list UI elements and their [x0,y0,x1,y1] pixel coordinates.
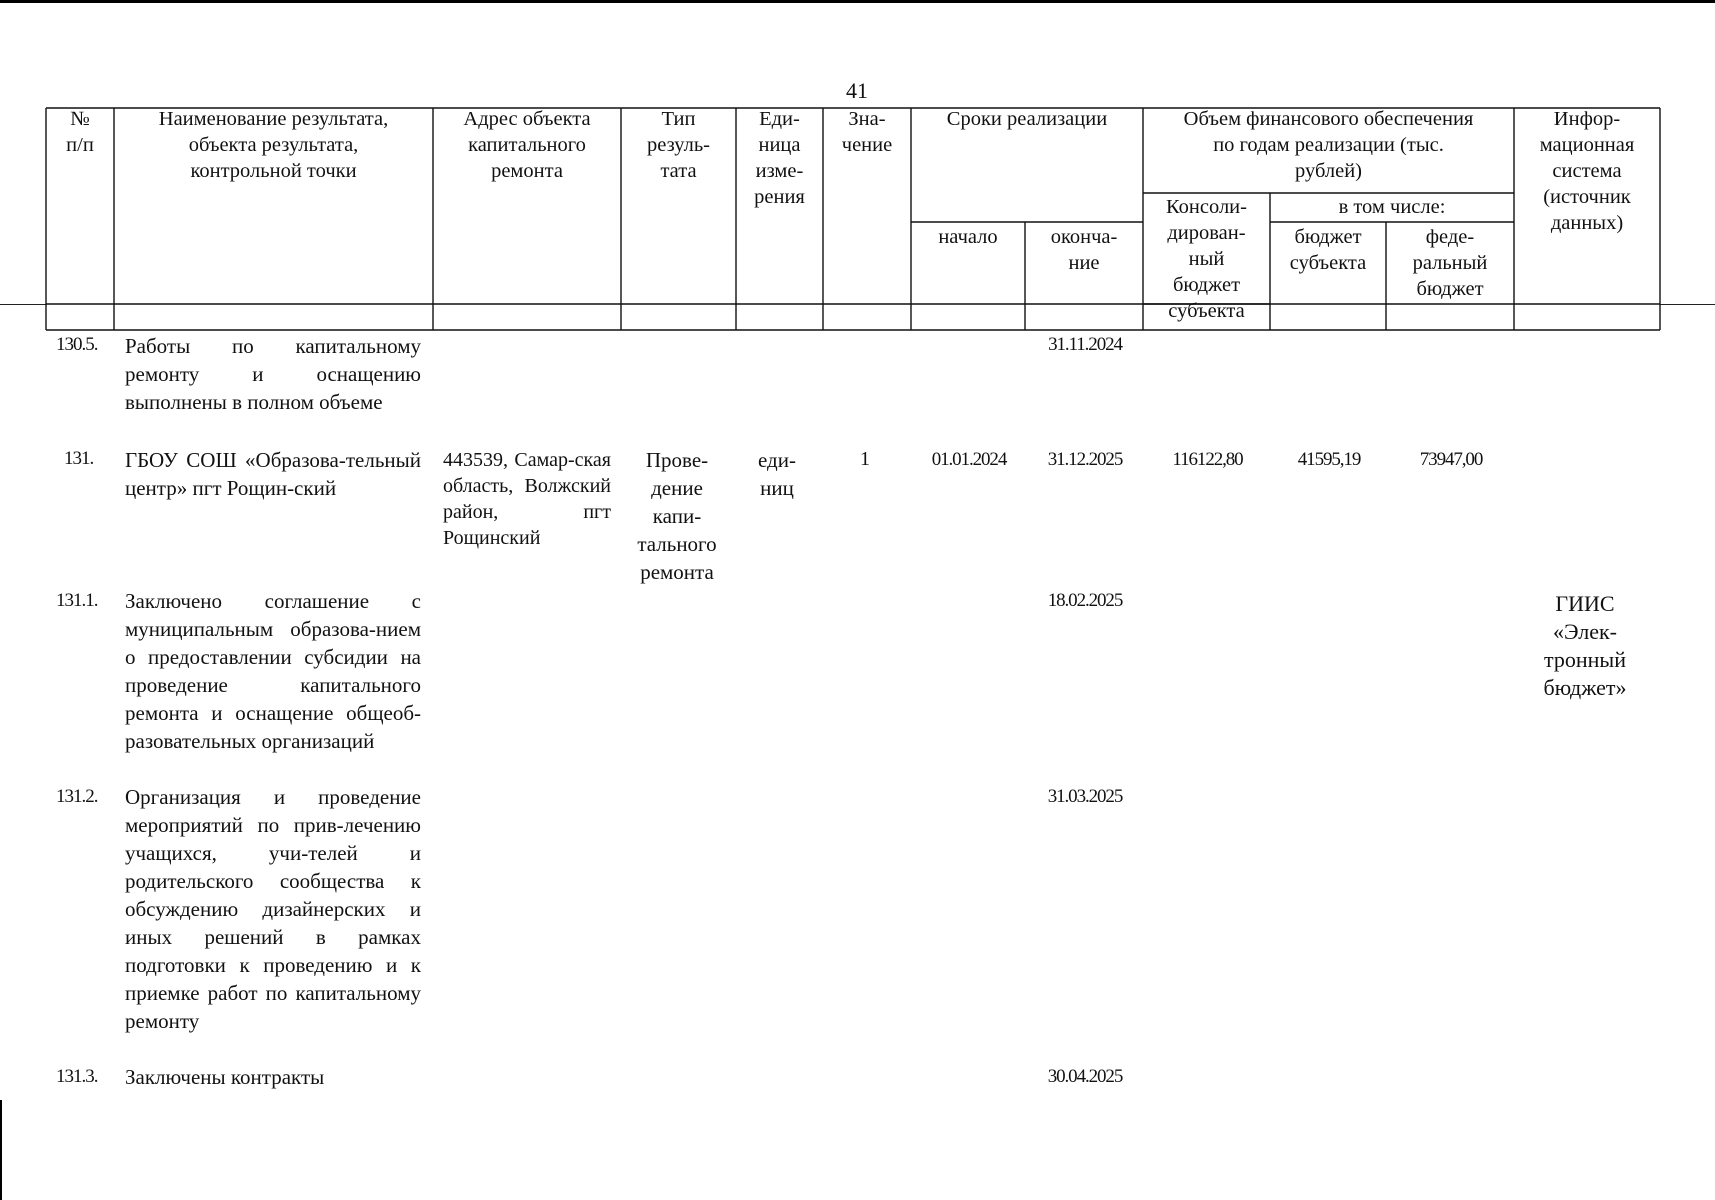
scan-top-edge [0,0,1715,3]
header-type: Тип резуль- тата [646,108,711,182]
scan-left-edge [0,1100,2,1200]
row-name: ГБОУ СОШ «Образова-тельный центр» пгт Рощин-ский [125,448,421,500]
header-terms: Сроки реализации [946,108,1108,130]
row-end-date: 31.11.2024 [1048,334,1122,355]
row-end-date: 31.03.2025 [1047,786,1123,807]
header-value: Зна- чение [841,108,893,156]
row-address: 443539, Самар-ская область, Волжский район, пгт Рощинский [443,449,611,549]
row-info-system: ГИИС «Элек- тронный бюджет» [1543,591,1627,700]
header-finance: Объем финансового обеспечения по годам реализации (тыс. рублей) [1183,108,1474,182]
row-name: Заключено соглашение с муниципальным образова-нием о предоставлении субсидии на проведение капитального ремонта и оснащение общеоб-разовательных организаций [125,589,421,753]
page-number: 41 [846,78,868,103]
row-end-date: 18.02.2025 [1047,590,1123,611]
header-end: оконча- ние [1050,226,1118,274]
row-subject-budget: 41595,19 [1297,449,1361,470]
row-name: Работы по капитальному ремонту и оснащению выполнены в полном объеме [125,334,421,414]
row-num: 131.1. [56,590,98,611]
header-address: Адрес объекта капитального ремонта [463,108,591,182]
scan-rule-left [0,304,46,305]
row-federal-budget: 73947,00 [1419,449,1483,470]
row-name: Организация и проведение мероприятий по прив-лечению учащихся, учи-телей и родительского сообщества к обсуждению дизайнерских и иных решений в рамках подготовки к проведению и к приемке работ по капитальному ремонту [125,785,421,1033]
row-value: 1 [860,448,870,470]
row-start-date: 01.01.2024 [931,449,1007,470]
row-num: 131.3. [56,1066,98,1087]
row-name: Заключены контракты [125,1065,325,1089]
row-consolidated-budget: 116122,80 [1172,449,1243,470]
header-info-system: Инфор- мационная система (источник данных) [1539,108,1635,234]
row-num: 131.2. [56,786,98,807]
header-unit: Еди- ница изме- рения [754,108,805,208]
row-num: 130.5. [56,334,98,355]
row-num: 131. [64,448,94,469]
header-subject-budget: бюджет субъекта [1289,226,1367,274]
row-end-date: 31.12.2025 [1047,449,1123,470]
row-end-date: 30.04.2025 [1047,1066,1123,1087]
header-name: Наименование результата, объекта результата, контрольной точки [158,108,389,182]
scan-rule-right [1660,304,1715,305]
row-unit: еди- ниц [758,448,796,500]
row-type: Прове- дение капи- тального ремонта [637,448,717,584]
header-federal-budget: феде- ральный бюджет [1412,226,1488,300]
header-including: в том числе: [1338,196,1446,218]
header-consolidated: Консоли- дирован- ный бюджет субъекта [1166,196,1247,322]
header-num: № п/п [66,108,94,156]
header-start: начало [938,226,998,248]
